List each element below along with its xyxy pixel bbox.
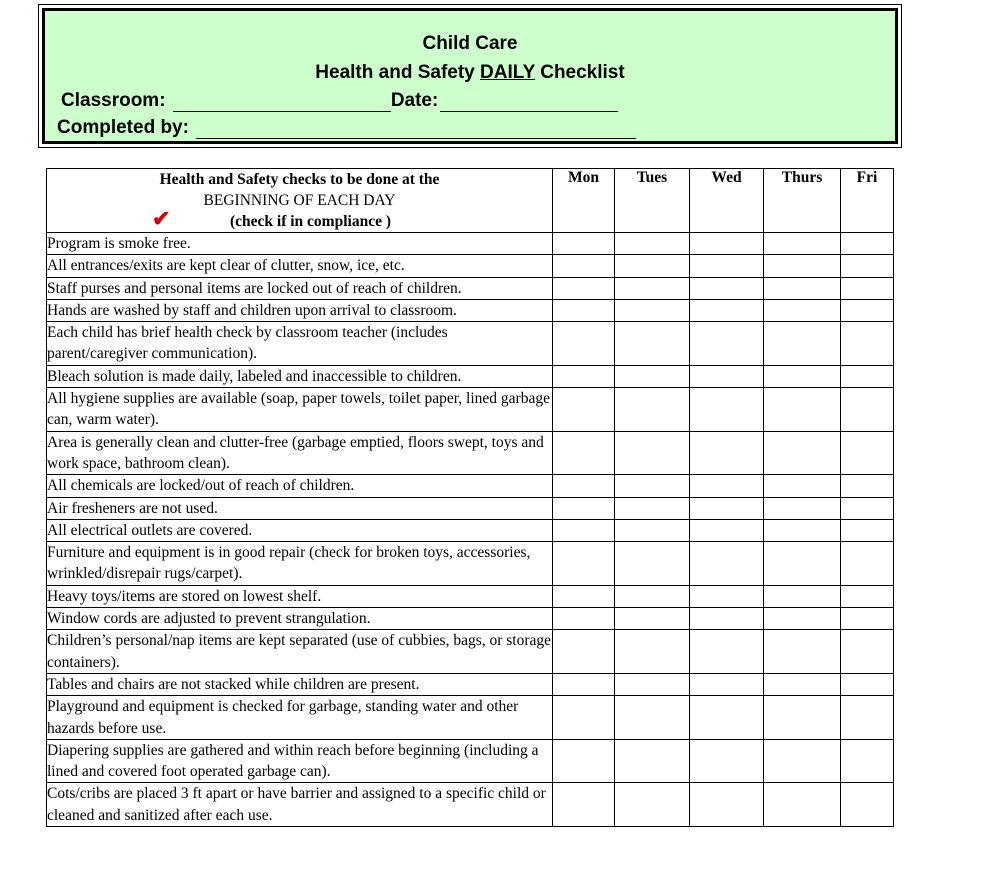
checklist-item: Each child has brief health check by classroom teacher (includes parent/caregiver communication). [47, 322, 553, 366]
check-cell-thurs[interactable] [764, 519, 841, 541]
check-cell-thurs[interactable] [764, 277, 841, 299]
check-cell-mon[interactable] [553, 542, 615, 586]
table-row [47, 585, 894, 607]
check-cell-fri[interactable] [841, 696, 894, 740]
checkmark-icon: ✔ [152, 206, 171, 231]
check-cell-fri[interactable] [841, 739, 894, 783]
date-field[interactable] [440, 93, 618, 112]
check-cell-mon[interactable] [553, 475, 615, 497]
check-cell-tues[interactable] [615, 673, 690, 695]
table-row [47, 783, 894, 827]
check-cell-thurs[interactable] [764, 585, 841, 607]
check-cell-tues[interactable] [615, 630, 690, 674]
checklist-item: Hands are washed by staff and children upon arrival to classroom. [47, 299, 553, 321]
table-row [47, 388, 894, 432]
title-daily: DAILY [480, 62, 535, 83]
check-cell-fri[interactable] [841, 365, 894, 387]
check-cell-wed[interactable] [690, 673, 764, 695]
check-cell-fri[interactable] [841, 519, 894, 541]
check-cell-mon[interactable] [553, 322, 615, 366]
check-cell-wed[interactable] [690, 233, 764, 255]
check-cell-thurs[interactable] [764, 255, 841, 277]
table-row [47, 233, 894, 255]
checklist-item: All chemicals are locked/out of reach of children. [47, 475, 553, 497]
checklist-table [46, 168, 894, 827]
check-cell-wed[interactable] [690, 739, 764, 783]
check-cell-thurs[interactable] [764, 233, 841, 255]
check-cell-mon[interactable] [553, 233, 615, 255]
day-header-wed: Wed [690, 169, 764, 233]
check-cell-fri[interactable] [841, 542, 894, 586]
title-part-c: Checklist [534, 62, 625, 83]
check-cell-wed[interactable] [690, 365, 764, 387]
check-cell-tues[interactable] [615, 542, 690, 586]
check-cell-fri[interactable] [841, 585, 894, 607]
check-cell-thurs[interactable] [764, 630, 841, 674]
check-cell-tues[interactable] [615, 519, 690, 541]
day-header-thurs: Thurs [764, 169, 841, 233]
day-header-fri: Fri [841, 169, 894, 233]
table-row [47, 497, 894, 519]
checklist-item: Air fresheners are not used. [47, 497, 553, 519]
check-cell-mon[interactable] [553, 365, 615, 387]
checklist-item: Tables and chairs are not stacked while children are present. [47, 673, 553, 695]
check-cell-fri[interactable] [841, 322, 894, 366]
check-cell-mon[interactable] [553, 519, 615, 541]
table-row [47, 542, 894, 586]
checklist-item: All hygiene supplies are available (soap, paper towels, toilet paper, lined garbage can, warm water). [47, 388, 553, 432]
check-cell-fri[interactable] [841, 255, 894, 277]
classroom-label: Classroom: [61, 90, 171, 111]
checklist-item: All electrical outlets are covered. [47, 519, 553, 541]
check-cell-fri[interactable] [841, 608, 894, 630]
title-line-2 [45, 62, 895, 84]
intro-line-2: BEGINNING OF EACH DAY [203, 192, 396, 209]
checklist-item: Furniture and equipment is in good repair (check for broken toys, accessories, wrinkled/disrepair rugs/carpet). [47, 542, 553, 586]
check-cell-thurs[interactable] [764, 388, 841, 432]
checklist-item: Bleach solution is made daily, labeled and inaccessible to children. [47, 365, 553, 387]
check-cell-fri[interactable] [841, 497, 894, 519]
checklist-item: Program is smoke free. [47, 233, 553, 255]
check-cell-mon[interactable] [553, 299, 615, 321]
classroom-date-row [61, 90, 618, 112]
check-cell-thurs[interactable] [764, 431, 841, 475]
check-cell-mon[interactable] [553, 255, 615, 277]
check-cell-thurs[interactable] [764, 365, 841, 387]
check-cell-thurs[interactable] [764, 542, 841, 586]
check-cell-tues[interactable] [615, 475, 690, 497]
check-cell-mon[interactable] [553, 388, 615, 432]
table-row [47, 299, 894, 321]
check-cell-wed[interactable] [690, 497, 764, 519]
checklist-item: Playground and equipment is checked for garbage, standing water and other hazards before use. [47, 696, 553, 740]
check-cell-tues[interactable] [615, 233, 690, 255]
completed-by-row [57, 117, 636, 139]
check-cell-thurs[interactable] [764, 475, 841, 497]
checklist-header [38, 4, 902, 148]
check-cell-tues[interactable] [615, 299, 690, 321]
check-cell-tues[interactable] [615, 365, 690, 387]
check-cell-wed[interactable] [690, 630, 764, 674]
checklist-item: Cots/cribs are placed 3 ft apart or have barrier and assigned to a specific child or cleaned and sanitized after each use. [47, 783, 553, 827]
check-cell-mon[interactable] [553, 585, 615, 607]
check-cell-wed[interactable] [690, 322, 764, 366]
check-cell-tues[interactable] [615, 497, 690, 519]
table-row [47, 630, 894, 674]
table-row [47, 519, 894, 541]
check-cell-thurs[interactable] [764, 322, 841, 366]
check-cell-fri[interactable] [841, 299, 894, 321]
checklist-item: Diapering supplies are gathered and within reach before beginning (including a lined and covered foot operated garbage can). [47, 739, 553, 783]
check-cell-wed[interactable] [690, 608, 764, 630]
check-cell-tues[interactable] [615, 431, 690, 475]
check-cell-fri[interactable] [841, 388, 894, 432]
check-cell-tues[interactable] [615, 388, 690, 432]
check-cell-fri[interactable] [841, 277, 894, 299]
check-cell-wed[interactable] [690, 299, 764, 321]
check-cell-mon[interactable] [553, 783, 615, 827]
checklist-item: All entrances/exits are kept clear of clutter, snow, ice, etc. [47, 255, 553, 277]
title-part-a: Health and Safety [315, 62, 481, 83]
check-cell-mon[interactable] [553, 608, 615, 630]
check-cell-tues[interactable] [615, 696, 690, 740]
check-cell-tues[interactable] [615, 783, 690, 827]
intro-line-3: (check if in compliance ) [229, 213, 391, 230]
check-cell-wed[interactable] [690, 783, 764, 827]
check-cell-tues[interactable] [615, 277, 690, 299]
table-row [47, 365, 894, 387]
checklist-item: Staff purses and personal items are locked out of reach of children. [47, 277, 553, 299]
day-header-tues: Tues [615, 169, 690, 233]
check-cell-wed[interactable] [690, 277, 764, 299]
check-cell-wed[interactable] [690, 585, 764, 607]
check-cell-mon[interactable] [553, 277, 615, 299]
table-row [47, 255, 894, 277]
table-row [47, 673, 894, 695]
day-header-mon: Mon [553, 169, 615, 233]
check-cell-fri[interactable] [841, 233, 894, 255]
check-cell-tues[interactable] [615, 255, 690, 277]
check-cell-thurs[interactable] [764, 608, 841, 630]
checklist-item: Heavy toys/items are stored on lowest shelf. [47, 585, 553, 607]
check-cell-wed[interactable] [690, 519, 764, 541]
check-cell-fri[interactable] [841, 630, 894, 674]
check-cell-tues[interactable] [615, 585, 690, 607]
check-cell-thurs[interactable] [764, 739, 841, 783]
check-cell-thurs[interactable] [764, 497, 841, 519]
check-cell-mon[interactable] [553, 431, 615, 475]
check-cell-mon[interactable] [553, 497, 615, 519]
check-cell-tues[interactable] [615, 739, 690, 783]
classroom-field[interactable] [173, 93, 391, 112]
table-row [47, 322, 894, 366]
table-row [47, 277, 894, 299]
checklist-item: Window cords are adjusted to prevent strangulation. [47, 608, 553, 630]
check-cell-wed[interactable] [690, 475, 764, 497]
check-cell-wed[interactable] [690, 388, 764, 432]
checklist-item: Children’s personal/nap items are kept separated (use of cubbies, bags, or storage containers). [47, 630, 553, 674]
table-row [47, 696, 894, 740]
check-cell-thurs[interactable] [764, 673, 841, 695]
table-row [47, 431, 894, 475]
header-panel [42, 8, 898, 144]
check-cell-tues[interactable] [615, 322, 690, 366]
check-cell-wed[interactable] [690, 255, 764, 277]
checklist-body [47, 233, 894, 827]
intro-line-1: Health and Safety checks to be done at the [159, 171, 440, 188]
table-row [47, 475, 894, 497]
check-cell-fri[interactable] [841, 475, 894, 497]
check-cell-fri[interactable] [841, 431, 894, 475]
check-cell-mon[interactable] [553, 739, 615, 783]
check-cell-wed[interactable] [690, 431, 764, 475]
table-header-row [47, 169, 894, 233]
completed-by-field[interactable] [196, 120, 636, 139]
check-cell-thurs[interactable] [764, 783, 841, 827]
title-line-1: Child Care [422, 33, 518, 54]
date-label: Date: [390, 90, 439, 111]
table-row [47, 608, 894, 630]
check-cell-fri[interactable] [841, 783, 894, 827]
check-cell-fri[interactable] [841, 673, 894, 695]
check-cell-thurs[interactable] [764, 696, 841, 740]
check-cell-thurs[interactable] [764, 299, 841, 321]
check-cell-wed[interactable] [690, 542, 764, 586]
check-cell-tues[interactable] [615, 608, 690, 630]
completed-by-label: Completed by: [57, 117, 195, 138]
table-row [47, 739, 894, 783]
check-cell-mon[interactable] [553, 696, 615, 740]
check-cell-mon[interactable] [553, 630, 615, 674]
instructions-cell [47, 169, 553, 233]
check-cell-wed[interactable] [690, 696, 764, 740]
check-cell-mon[interactable] [553, 673, 615, 695]
checklist-item: Area is generally clean and clutter-free (garbage emptied, floors swept, toys and work space, bathroom clean). [47, 431, 553, 475]
